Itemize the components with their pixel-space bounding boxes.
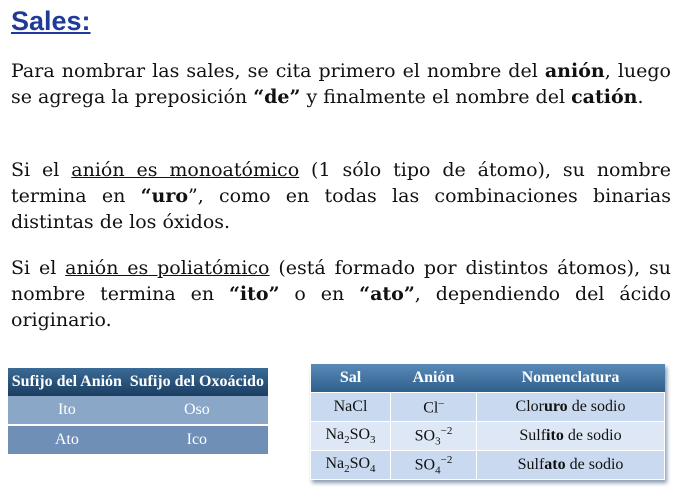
name-text: de sodio xyxy=(563,427,622,444)
text: ”, como en todas las combinaciones binarias distintas de los óxidos. xyxy=(11,185,671,233)
nomenclature-cell xyxy=(477,393,665,422)
table-cell: Ico xyxy=(126,425,268,454)
text: (1 sólo tipo de átomo), su nombre termina en xyxy=(11,159,671,207)
subscript: 4 xyxy=(370,463,376,476)
charge: −2 xyxy=(440,453,453,466)
name-text: Sulf xyxy=(517,456,545,473)
formula-text: Cl xyxy=(423,399,439,417)
bold-term: “de” xyxy=(253,86,301,108)
text: Para nombrar las sales, se cita primero el nombre del xyxy=(11,60,545,82)
salt-formula-cell xyxy=(311,393,391,422)
charge: – xyxy=(438,396,444,409)
table-row xyxy=(311,422,665,451)
charge: −2 xyxy=(440,424,453,437)
bold-term: “ito” xyxy=(228,283,280,305)
header-cell: Anión xyxy=(391,364,477,393)
formula-text: SO xyxy=(349,425,371,443)
bold-term: “ato” xyxy=(359,283,415,305)
header-cell: Nomenclatura xyxy=(477,364,665,393)
text: Si el xyxy=(11,159,72,181)
nomenclature-cell xyxy=(477,422,665,451)
header-cell: Sufijo del Oxoácido xyxy=(126,368,268,396)
formula-text: SO xyxy=(414,427,436,445)
table-cell: Ito xyxy=(8,396,126,425)
text: . xyxy=(637,86,644,108)
header-cell: Sufijo del Anión xyxy=(8,368,126,396)
suffix-bold: uro xyxy=(543,398,568,415)
salt-formula-cell xyxy=(311,451,391,480)
salt-formula-cell xyxy=(311,422,391,451)
text: Si el xyxy=(11,257,66,279)
table-row xyxy=(8,396,268,425)
name-text: de sodio xyxy=(565,456,624,473)
name-text: Clor xyxy=(515,398,544,415)
page-title: Sales: xyxy=(11,6,91,36)
paragraph-polyatomic xyxy=(11,255,671,333)
header-cell: Sal xyxy=(311,364,391,393)
name-text: Sulf xyxy=(519,427,547,444)
formula-text: Na xyxy=(325,425,345,443)
suffix-bold: ato xyxy=(544,456,566,473)
subscript: 3 xyxy=(435,435,441,448)
table-row xyxy=(311,393,665,422)
suffix-bold: ito xyxy=(546,427,564,444)
text: , luego se agrega la preposición xyxy=(11,60,671,108)
suffix-table xyxy=(8,368,268,454)
paragraph-naming-rule xyxy=(11,58,671,110)
formula-text: NaCl xyxy=(333,398,368,415)
underlined-term: anión es poliatómico xyxy=(65,257,270,279)
subscript: 4 xyxy=(435,464,441,477)
bold-term: catión xyxy=(571,86,638,108)
table-row xyxy=(311,451,665,480)
text: o en xyxy=(279,283,360,305)
anion-cell xyxy=(391,422,477,451)
table-cell: Ato xyxy=(8,425,126,454)
formula-text: SO xyxy=(349,454,371,472)
table-row xyxy=(8,425,268,454)
bold-term: “uro xyxy=(140,185,189,207)
anion-cell xyxy=(391,451,477,480)
nomenclature-cell xyxy=(477,451,665,480)
paragraph-monoatomic xyxy=(11,157,671,235)
text: , dependiendo del ácido originario. xyxy=(11,283,671,331)
subscript: 2 xyxy=(344,463,350,476)
name-text: de sodio xyxy=(567,398,626,415)
table-cell: Oso xyxy=(126,396,268,425)
subscript: 2 xyxy=(344,434,350,447)
text: y finalmente el nombre del xyxy=(300,86,572,108)
underlined-term: anión es monoatómico xyxy=(71,159,300,181)
formula-text: Na xyxy=(325,454,345,472)
subscript: 3 xyxy=(370,434,376,447)
salt-nomenclature-table xyxy=(310,364,665,480)
formula-text: SO xyxy=(414,456,436,474)
bold-term: anión xyxy=(544,60,605,82)
anion-cell xyxy=(391,393,477,422)
text: (está formado por distintos átomos), su nombre termina en xyxy=(11,257,671,305)
